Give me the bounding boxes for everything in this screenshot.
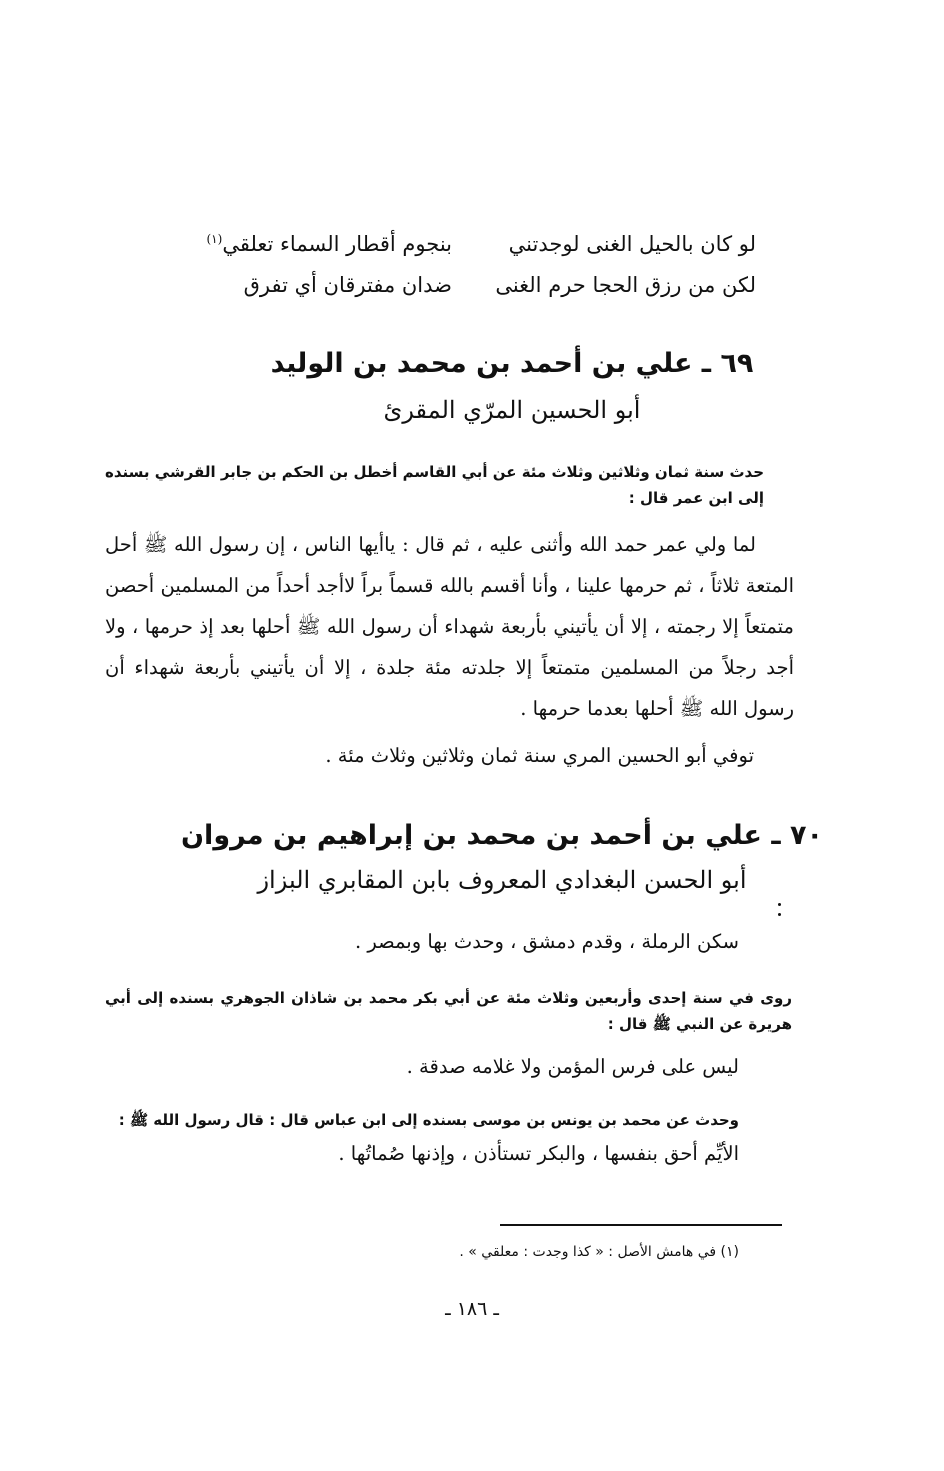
entry-70-isnad-2: وحدث عن محمد بن يونس بن موسى بسنده إلى ابن عباس قال : قال رسول الله ﷺ : xyxy=(118,1111,739,1129)
verse-2-first-hemistich: لكن من رزق الحجا حرم الغنى xyxy=(495,273,756,297)
entry-69-death: توفي أبو الحسين المري سنة ثمان وثلاثين وثلاث مئة . xyxy=(325,744,754,767)
footnote-marker: (١) xyxy=(206,232,223,246)
entry-69-text: لما ولي عمر حمد الله وأثنى عليه ، ثم قال : ياأيها الناس ، إن رسول الله ﷺ أحل المتعة ثلاثاً ، ثم حرمها علينا ، وأنا أقسم بالله قسماً براً لاأجد أحداً من المسلمين أحصن متمتعاً إلا رجمته ، إلا أن يأتيني بأربعة شهداء أن رسول الله ﷺ أحلها بعد إذ حرمها ، ولا أجد رجلاً من المسلمين متمتعاً إلا جلدته مئة جلدة ، إلا أن يأتيني بأربعة شهداء أن رسول الله ﷺ أحلها بعدما حرمها . xyxy=(105,533,794,720)
entry-70-isnad-1: روى في سنة إحدى وأربعين وثلاث مئة عن أبي بكر محمد بن شاذان الجوهري بسنده إلى أبي هريرة عن النبي ﷺ قال : xyxy=(105,989,792,1033)
entry-70-residence: سكن الرملة ، وقدم دمشق ، وحدث بها وبمصر . xyxy=(354,930,739,953)
entry-69-title: ٦٩ ـ علي بن أحمد بن محمد بن الوليد xyxy=(270,348,754,379)
margin-mark xyxy=(778,913,781,916)
entry-70-title: ٧٠ ـ علي بن أحمد بن محمد بن إبراهيم بن مروان xyxy=(181,820,823,851)
footnote-text: (١) في هامش الأصل : « كذا وجدت : معلقي » . xyxy=(459,1244,739,1260)
page-number: ـ ١٨٦ ـ xyxy=(445,1298,499,1320)
entry-69-isnad: حدث سنة ثمان وثلاثين وثلاث مئة عن أبي القاسم أخطل بن الحكم بن جابر القرشي بسنده إلى ابن عمر قال : xyxy=(105,463,764,507)
footnote-separator xyxy=(500,1224,782,1226)
entry-70-hadith-2: الأيِّم أحق بنفسها ، والبكر تستأذن ، وإذنها صُماتُها . xyxy=(338,1142,739,1165)
margin-mark xyxy=(778,903,781,906)
entry-70-hadith-1: ليس على فرس المؤمن ولا غلامه صدقة . xyxy=(406,1055,739,1078)
verse-2-second-hemistich: ضدان مفترقان أي تفرق xyxy=(243,273,452,297)
verse-1-second-hemistich xyxy=(206,232,452,256)
entry-70-subtitle: أبو الحسن البغدادي المعروف بابن المقابري البزاز xyxy=(257,866,747,894)
entry-69-subtitle: أبو الحسين المرّي المقرئ xyxy=(383,396,641,424)
verse-1-first-hemistich: لو كان بالحيل الغنى لوجدتني xyxy=(508,232,756,256)
verse-1-second-text: بنجوم أقطار السماء تعلقي xyxy=(222,232,452,256)
